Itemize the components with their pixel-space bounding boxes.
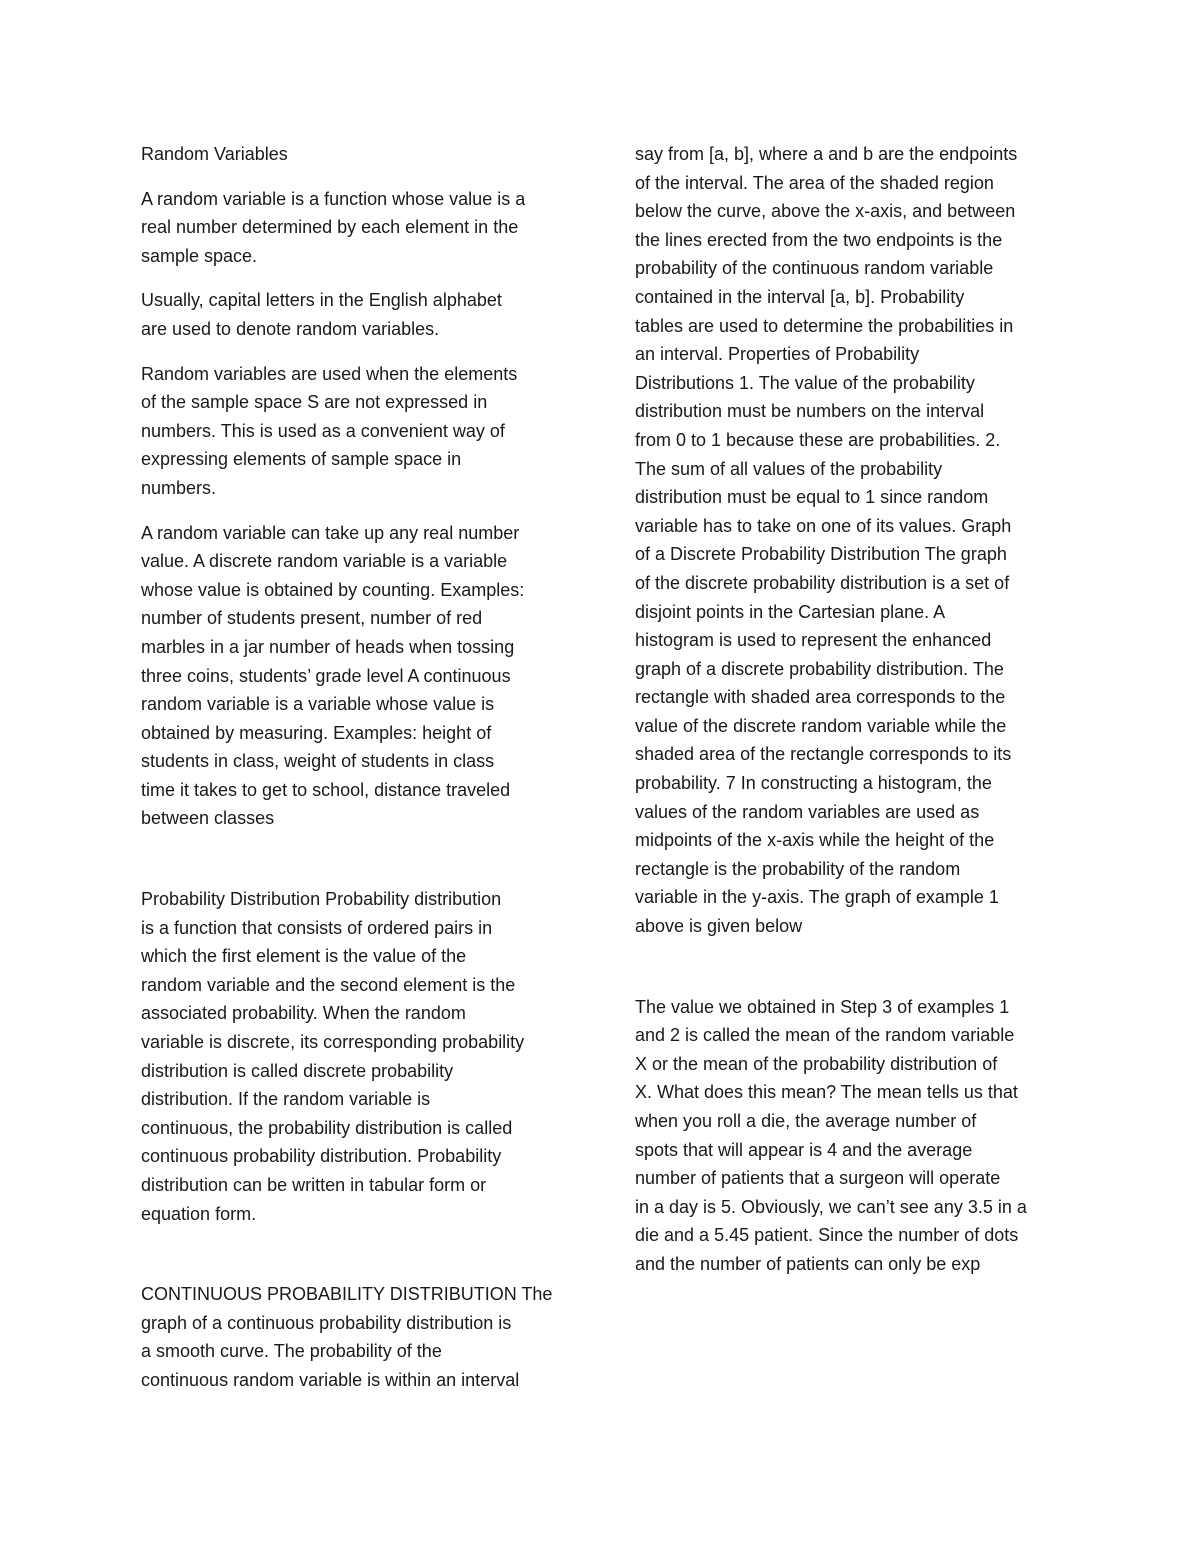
paragraph-definition: A random variable is a function whose value is a real number determined by each element in the sample space. <box>141 188 526 266</box>
section-title-random-variables: Random Variables <box>141 144 288 164</box>
left-column <box>141 140 569 1411</box>
paragraph-usage: Random variables are used when the elements of the sample space S are not expressed in numbers. This is used as a convenient way of expressing elements of sample space in numbers. <box>141 363 518 498</box>
paragraph-interval-histogram: say from [a, b], where a and b are the endpoints of the interval. The area of the shaded region below the curve, above the x-axis, and between the lines erected from the two endpoints is the probability of the continuous random variable contained in the interval [a, b]. Probability tables are used to determine the probabilities in an interval. Properties of Probability Distributions 1. The value of the probability distribution must be numbers on the interval from 0 to 1 because these are probabilities. 2. The sum of all values of the probability distribution must be equal to 1 since random variable has to take on one of its values. Graph of a Discrete Probability Distribution The graph of the discrete probability distribution is a set of disjoint points in the Cartesian plane. A histogram is used to represent the enhanced graph of a discrete probability distribution. The rectangle with shaded area corresponds to the value of the discrete random variable while the shaded area of the rectangle corresponds to its probability. 7 In constructing a histogram, the values of the random variables are used as midpoints of the x-axis while the height of the rectangle is the probability of the random variable in the y-axis. The graph of example 1 above is given below <box>635 144 1018 937</box>
paragraph-probability-distribution: Probability Distribution Probability distribution is a function that consists of ordered pairs in which the first element is the value of the random variable and the second element is the associated probability. When the random variable is discrete, its corresponding probability distribution is called discrete probability distribution. If the random variable is continuous, the probability distribution is called continuous probability distribution. Probability distribution can be written in tabular form or equation form. <box>141 889 525 1224</box>
right-column <box>635 140 1063 1295</box>
paragraph-continuous-distribution: CONTINUOUS PROBABILITY DISTRIBUTION The graph of a continuous probability distribution is a smooth curve. The probability of the continuous random variable is within an interval <box>141 1284 553 1390</box>
paragraph-capital-letters: Usually, capital letters in the English alphabet are used to denote random variables. <box>141 290 502 339</box>
paragraph-discrete-continuous: A random variable can take up any real number value. A discrete random variable is a variable whose value is obtained by counting. Examples: number of students present, number of red marbles in a jar number of heads when tossing three coins, students’ grade level A continuous random variable is a variable whose value is obtained by measuring. Examples: height of students in class, weight of students in class time it takes to get to school, distance traveled between classes <box>141 522 525 829</box>
paragraph-mean: The value we obtained in Step 3 of examples 1 and 2 is called the mean of the random variable X or the mean of the probability distribution of X. What does this mean? The mean tells us that when you roll a die, the average number of spots that will appear is 4 and the average number of patients that a surgeon will operate in a day is 5. Obviously, we can’t see any 3.5 in a die and a 5.45 patient. Since the number of dots and the number of patients can only be exp <box>635 996 1027 1274</box>
